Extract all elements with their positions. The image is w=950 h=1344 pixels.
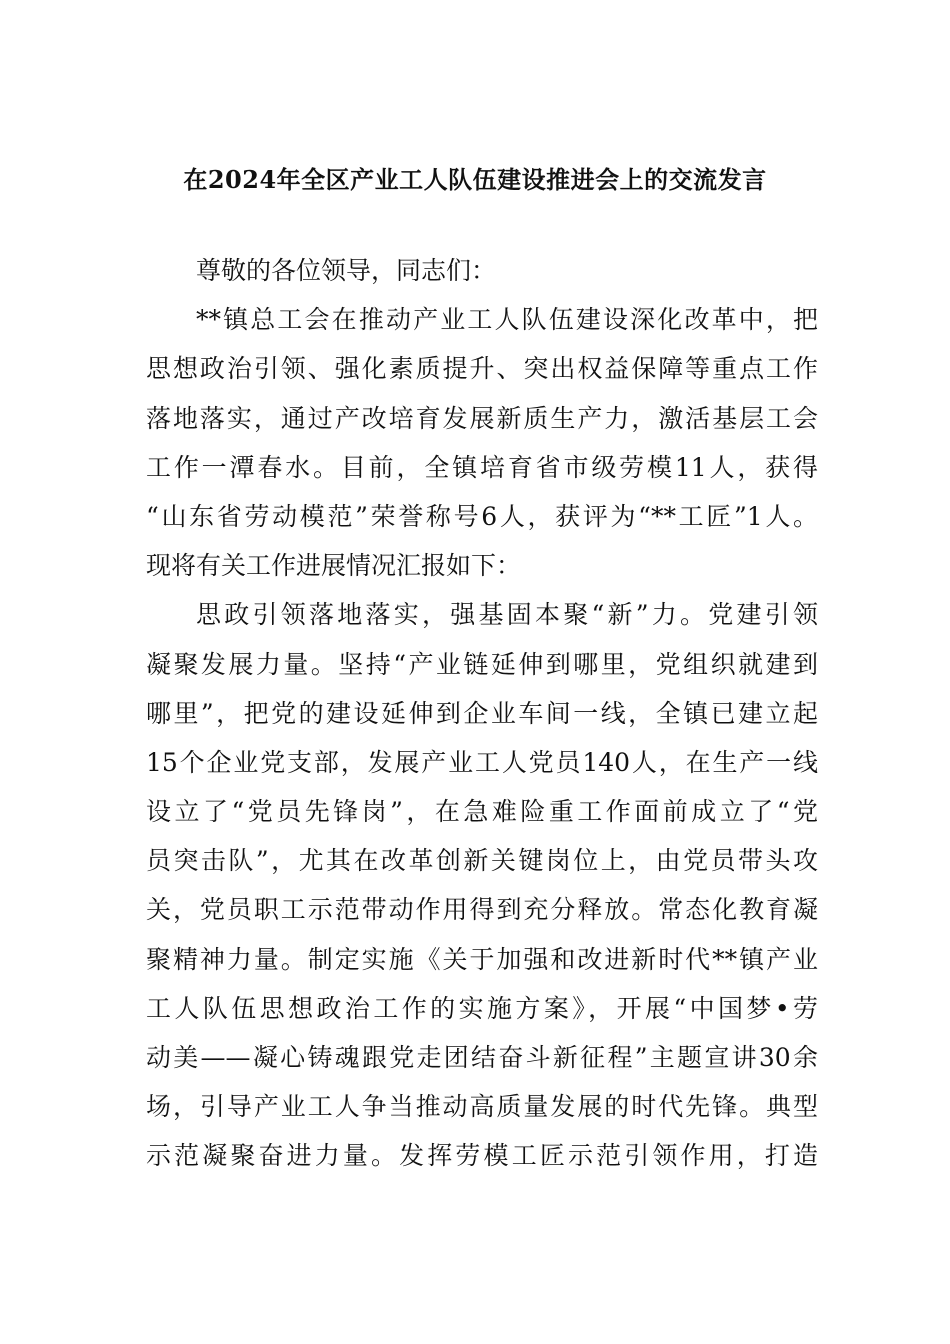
paragraph-line: 哪里”，把党的建设延伸到企业车间一线，全镇已建立起 [146,698,818,728]
paragraph-line: 动美——凝心铸魂跟党走团结奋斗新征程”主题宣讲30余 [146,1043,818,1072]
paragraph-line: 关，党员职工示范带动作用得到充分释放。常态化教育凝 [146,895,818,925]
document-title: 在2024年全区产业工人队伍建设推进会上的交流发言 [183,165,767,194]
paragraph-line: 工作一潭春水。目前，全镇培育省市级劳模11人，获得 [146,452,818,482]
paragraph-line: 15个企业党支部，发展产业工人党员140人，在生产一线 [146,747,818,777]
paragraph-line: 聚精神力量。制定实施《关于加强和改进新时代**镇产业 [146,944,818,974]
paragraph-line: 落地落实，通过产改培育发展新质生产力，激活基层工会 [146,403,818,433]
document-body [146,246,818,1181]
paragraph-line: 凝聚发展力量。坚持“产业链延伸到哪里，党组织就建到 [146,649,818,679]
paragraph-line: 示范凝聚奋进力量。发挥劳模工匠示范引领作用，打造 [146,1141,818,1171]
paragraph-line: **镇总工会在推动产业工人队伍建设深化改革中，把 [196,305,818,335]
paragraph-line: “山东省劳动模范”荣誉称号6人，获评为“**工匠”1人。 [146,501,818,531]
paragraph-line: 思想政治引领、强化素质提升、突出权益保障等重点工作 [146,354,818,384]
paragraph-line: 场，引导产业工人争当推动高质量发展的时代先锋。典型 [146,1092,818,1122]
paragraph-line: 员突击队”，尤其在改革创新关键岗位上，由党员带头攻 [146,846,818,876]
paragraph-line: 思政引领落地落实，强基固本聚“新”力。党建引领 [196,600,818,630]
salutation-line: 尊敬的各位领导，同志们： [196,256,497,285]
paragraph-line: 工人队伍思想政治工作的实施方案》，开展“中国梦•劳 [146,993,818,1023]
paragraph-line: 设立了“党员先锋岗”，在急难险重工作面前成立了“党 [146,797,818,827]
paragraph-line: 现将有关工作进展情况汇报如下： [146,551,522,581]
